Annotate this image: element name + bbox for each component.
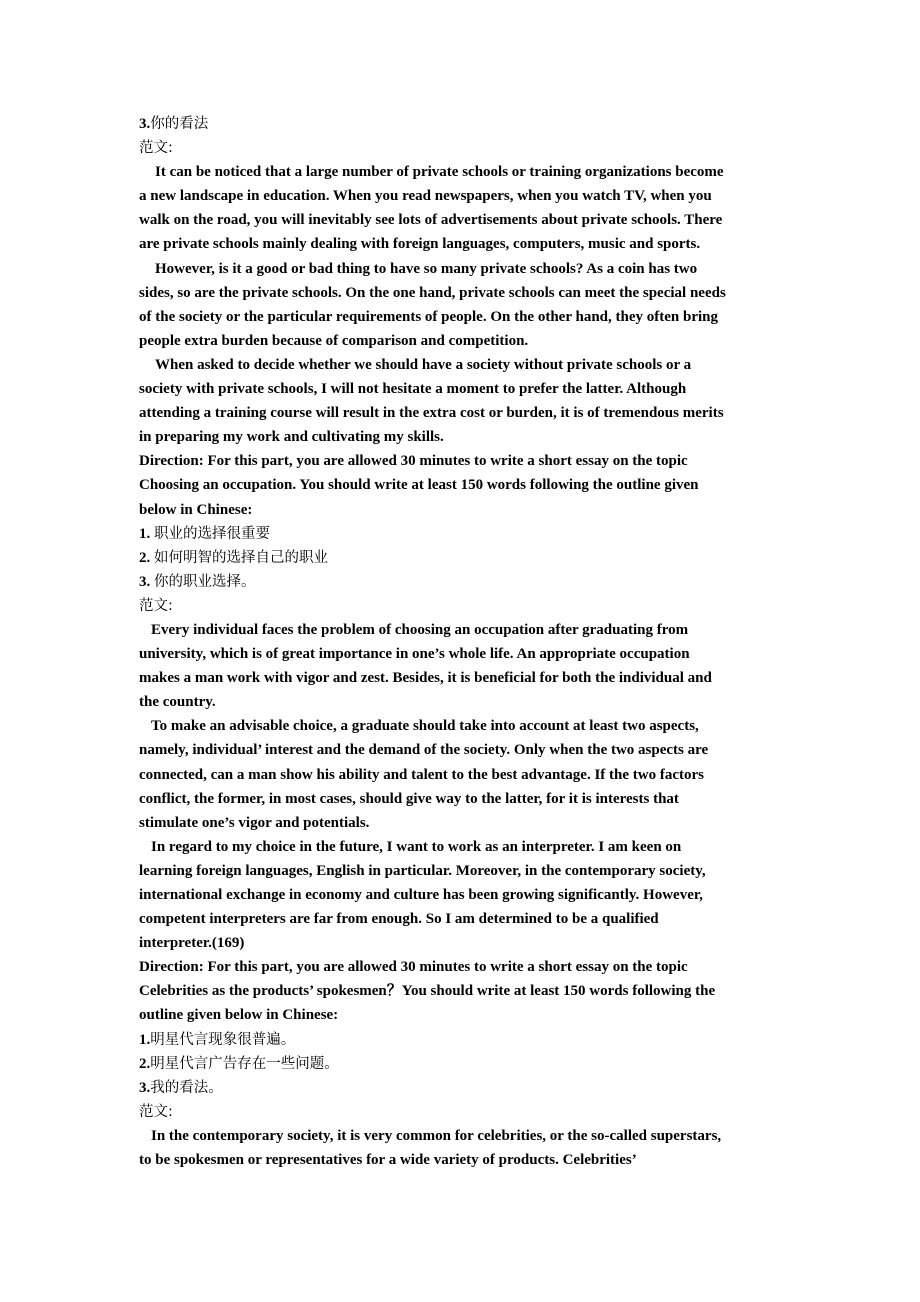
line-text: It can be noticed that a large number of private schools or training organizations become — [155, 164, 724, 181]
line-text-chinese: 职业的选择很重要 — [154, 525, 270, 542]
text-line — [139, 618, 781, 642]
line-text: stimulate one’s vigor and potentials. — [139, 814, 370, 831]
text-line — [139, 522, 781, 546]
text-line — [139, 232, 781, 256]
text-line — [139, 184, 781, 208]
line-text-chinese: 范文: — [139, 597, 173, 614]
text-line — [139, 1052, 781, 1076]
text-line — [139, 449, 781, 473]
line-text: When asked to decide whether we should have a society without private schools or a — [155, 356, 692, 373]
line-text: the country. — [139, 694, 216, 711]
text-line — [139, 281, 781, 305]
line-text: Choosing an occupation. You should write at least 150 words following the outline given — [139, 477, 699, 494]
line-text: connected, can a man show his ability and talent to the best advantage. If the two factors — [139, 766, 704, 783]
text-line — [139, 907, 781, 931]
line-text: of the society or the particular requirements of people. On the other hand, they often bring — [139, 308, 718, 325]
line-text: below in Chinese: — [139, 501, 253, 518]
line-text: international exchange in economy and culture has been growing significantly. However, — [139, 887, 703, 903]
line-text: Every individual faces the problem of choosing an occupation after graduating from — [151, 621, 689, 638]
line-text: 1. — [139, 525, 154, 542]
line-text-chinese: 范文: — [139, 1103, 173, 1120]
line-text: outline given below in Chinese: — [139, 1007, 339, 1024]
text-line — [139, 160, 781, 184]
text-line — [139, 666, 781, 690]
text-line — [139, 112, 781, 136]
line-text: university, which is of great importance in one’s whole life. An appropriate occupation — [139, 646, 690, 663]
line-text: In regard to my choice in the future, I want to work as an interpreter. I am keen on — [151, 838, 682, 855]
line-text: interpreter.(169) — [139, 935, 245, 952]
text-line — [139, 1003, 781, 1027]
line-text: 3. — [139, 1079, 151, 1096]
text-line — [139, 257, 781, 281]
text-line — [139, 401, 781, 425]
text-line — [139, 425, 781, 449]
document-body — [139, 112, 781, 1172]
line-text: namely, individual’ interest and the demand of the society. Only when the two aspects are — [139, 742, 709, 759]
line-text: learning foreign languages, English in particular. Moreover, in the contemporary society, — [139, 862, 706, 879]
text-line — [139, 787, 781, 811]
line-text-chinese: 如何明智的选择自己的职业 — [154, 549, 328, 566]
line-text-chinese: 你的职业选择。 — [154, 573, 256, 590]
line-text-chinese: 你的看法 — [150, 116, 209, 132]
line-text-chinese: 我的看法。 — [150, 1079, 223, 1096]
text-line — [139, 738, 781, 762]
line-text: sides, so are the private schools. On the one hand, private schools can meet the special needs — [139, 284, 726, 301]
line-text: people extra burden because of comparison and competition. — [139, 332, 529, 349]
text-line — [139, 546, 781, 570]
line-text: 1. — [139, 1031, 151, 1048]
text-line — [139, 377, 781, 401]
line-text: conflict, the former, in most cases, should give way to the latter, for it is interests that — [139, 790, 679, 807]
line-text: a new landscape in education. When you read newspapers, when you watch TV, when you — [139, 188, 712, 205]
line-text: Celebrities as the products’ spokesmen？You should write at least 150 words following the — [139, 983, 716, 1000]
text-line — [139, 353, 781, 377]
text-line — [139, 1124, 781, 1148]
text-line — [139, 1100, 781, 1124]
line-text: However, is it a good or bad thing to have so many private schools? As a coin has two — [155, 260, 698, 277]
line-text: attending a training course will result in the extra cost or burden, it is of tremendous merits — [139, 405, 724, 422]
line-text: 3. — [139, 573, 154, 590]
text-line — [139, 642, 781, 666]
line-text: competent interpreters are far from enough. So I am determined to be a qualified — [139, 911, 659, 928]
line-text: makes a man work with vigor and zest. Besides, it is beneficial for both the individual and — [139, 670, 712, 687]
line-text: 3. — [139, 116, 151, 132]
text-line — [139, 1076, 781, 1100]
line-text-chinese: 范文: — [139, 140, 173, 157]
text-line — [139, 1148, 781, 1172]
text-line — [139, 883, 781, 907]
text-line — [139, 208, 781, 232]
text-line — [139, 714, 781, 738]
text-line — [139, 498, 781, 522]
text-line — [139, 329, 781, 353]
text-line — [139, 811, 781, 835]
text-line — [139, 1028, 781, 1052]
line-text: Direction: For this part, you are allowed 30 minutes to write a short essay on the topic — [139, 959, 688, 976]
text-line — [139, 305, 781, 329]
line-text: To make an advisable choice, a graduate should take into account at least two aspects, — [151, 718, 699, 735]
text-line — [139, 690, 781, 714]
line-text: 2. — [139, 1055, 151, 1072]
text-line — [139, 570, 781, 594]
text-line — [139, 859, 781, 883]
line-text: 2. — [139, 549, 154, 566]
text-line — [139, 955, 781, 979]
text-line — [139, 594, 781, 618]
line-text: Direction: For this part, you are allowed 30 minutes to write a short essay on the topic — [139, 453, 688, 470]
line-text: society with private schools, I will not hesitate a moment to prefer the latter. Although — [139, 381, 687, 398]
line-text: are private schools mainly dealing with foreign languages, computers, music and sports. — [139, 236, 701, 253]
line-text: in preparing my work and cultivating my skills. — [139, 429, 444, 446]
line-text: walk on the road, you will inevitably see lots of advertisements about private schools. There — [139, 212, 723, 229]
line-text-chinese: 明星代言现象很普遍。 — [150, 1031, 296, 1048]
line-text-chinese: 明星代言广告存在一些问题。 — [150, 1055, 339, 1072]
line-text: to be spokesmen or representatives for a wide variety of products. Celebrities’ — [139, 1152, 637, 1169]
text-line — [139, 473, 781, 497]
line-text: In the contemporary society, it is very common for celebrities, or the so-called superstars, — [151, 1127, 722, 1144]
text-line — [139, 835, 781, 859]
text-line — [139, 979, 781, 1003]
text-line — [139, 931, 781, 955]
text-line — [139, 136, 781, 160]
text-line — [139, 763, 781, 787]
